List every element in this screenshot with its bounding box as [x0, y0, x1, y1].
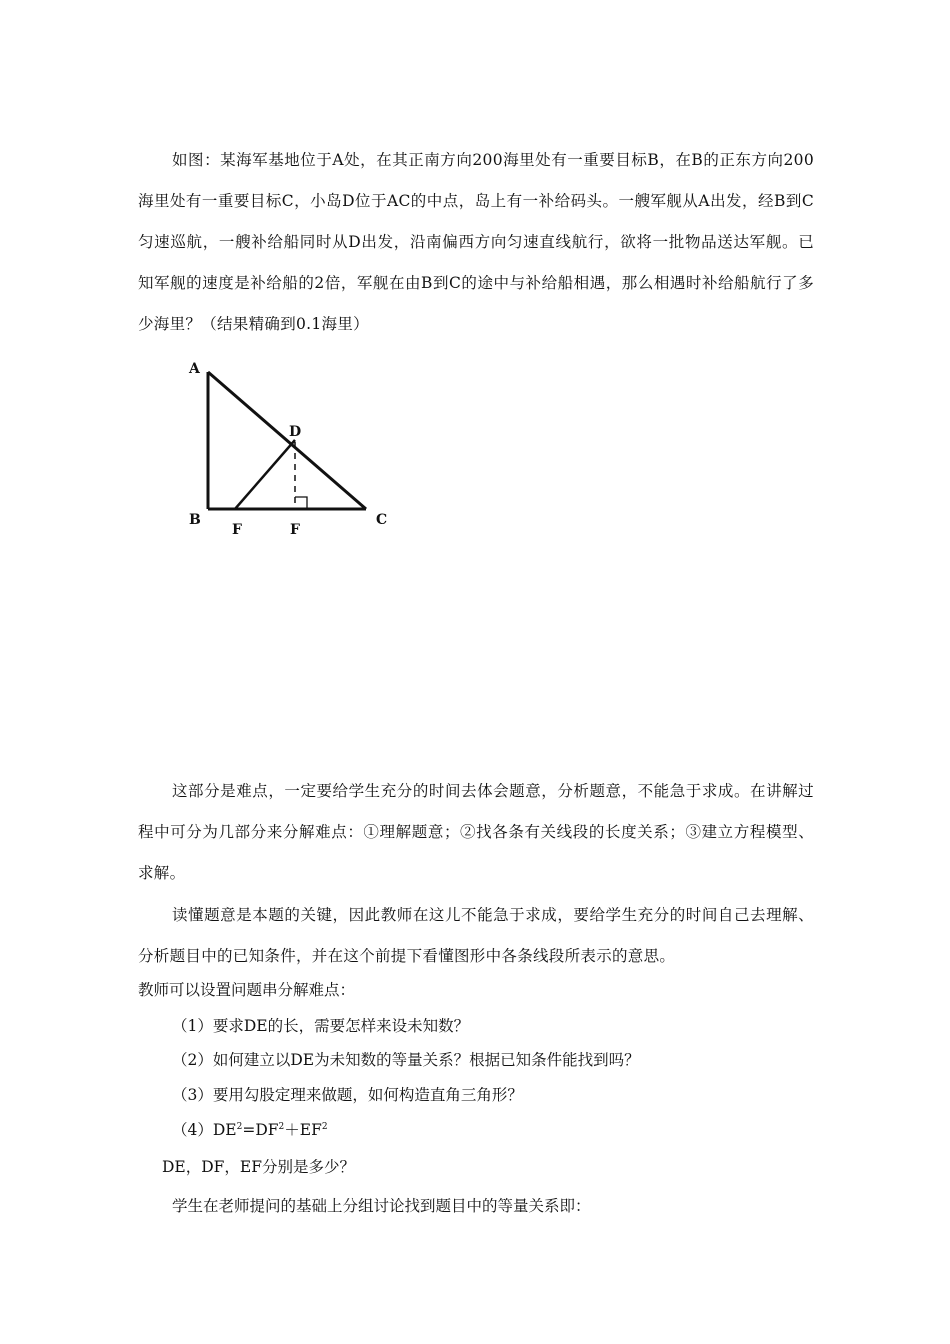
triangle-diagram: [183, 352, 398, 542]
label-f: F: [290, 522, 300, 538]
q4-prefix: （4）DE: [172, 1121, 237, 1139]
q4-sup-2: 2: [278, 1121, 285, 1132]
segment-de: [235, 440, 295, 509]
question-2: （2）如何建立以DE为未知数的等量关系？根据已知条件能找到吗？: [172, 1051, 640, 1069]
label-a: A: [189, 361, 200, 377]
geometry-figure: [183, 352, 398, 542]
label-d: D: [289, 424, 302, 440]
q4-sup-3: 2: [321, 1121, 328, 1132]
q4-sup-1: 2: [236, 1121, 243, 1132]
analysis-paragraph-2: 读懂题意是本题的关键，因此教师在这儿不能急于求成，要给学生充分的时间自己去理解、分析题目中的已知条件，并在这个前提下看懂图形中各条线段所表示的意思。: [138, 906, 814, 965]
right-angle-mark: [295, 497, 307, 509]
analysis-paragraph-1: 这部分是难点，一定要给学生充分的时间去体会题意，分析题意，不能急于求成。在讲解过程中可分为几部分来分解难点：①理解题意；②找各条有关线段的长度关系；③建立方程模型、求解。: [138, 782, 814, 882]
problem-statement: 如图：某海军基地位于A处，在其正南方向200海里处有一重要目标B，在B的正东方向200海里处有一重要目标C，小岛D位于AC的中点，岛上有一补给码头。一艘军舰从A出发，经B到C匀速巡航，一艘补给船同时从D出发，沿南偏西方向匀速直线航行，欲将一批物品送达军舰。已知军舰的速度是补给船的2倍，军舰在由B到C的途中与补给船相遇，那么相遇时补给船航行了多少海里？（结果精确到0.1海里）: [138, 151, 814, 333]
q4-plus: ＋EF: [284, 1121, 322, 1139]
label-e: F: [232, 522, 242, 538]
question-series-intro: 教师可以设置问题串分解难点：: [138, 981, 356, 999]
conclusion-line: 学生在老师提问的基础上分组讨论找到题目中的等量关系即：: [172, 1197, 591, 1215]
question-4-formula: [172, 1118, 328, 1142]
question-1: （1）要求DE的长，需要怎样来设未知数？: [172, 1017, 470, 1035]
segment-ac: [208, 372, 366, 509]
q4-mid: =DF: [242, 1121, 279, 1139]
label-c: C: [376, 512, 388, 528]
question-3: （3）要用勾股定理来做题，如何构造直角三角形？: [172, 1086, 523, 1104]
question-5: DE，DF，EF分别是多少？: [162, 1158, 355, 1176]
label-b: B: [189, 512, 201, 528]
